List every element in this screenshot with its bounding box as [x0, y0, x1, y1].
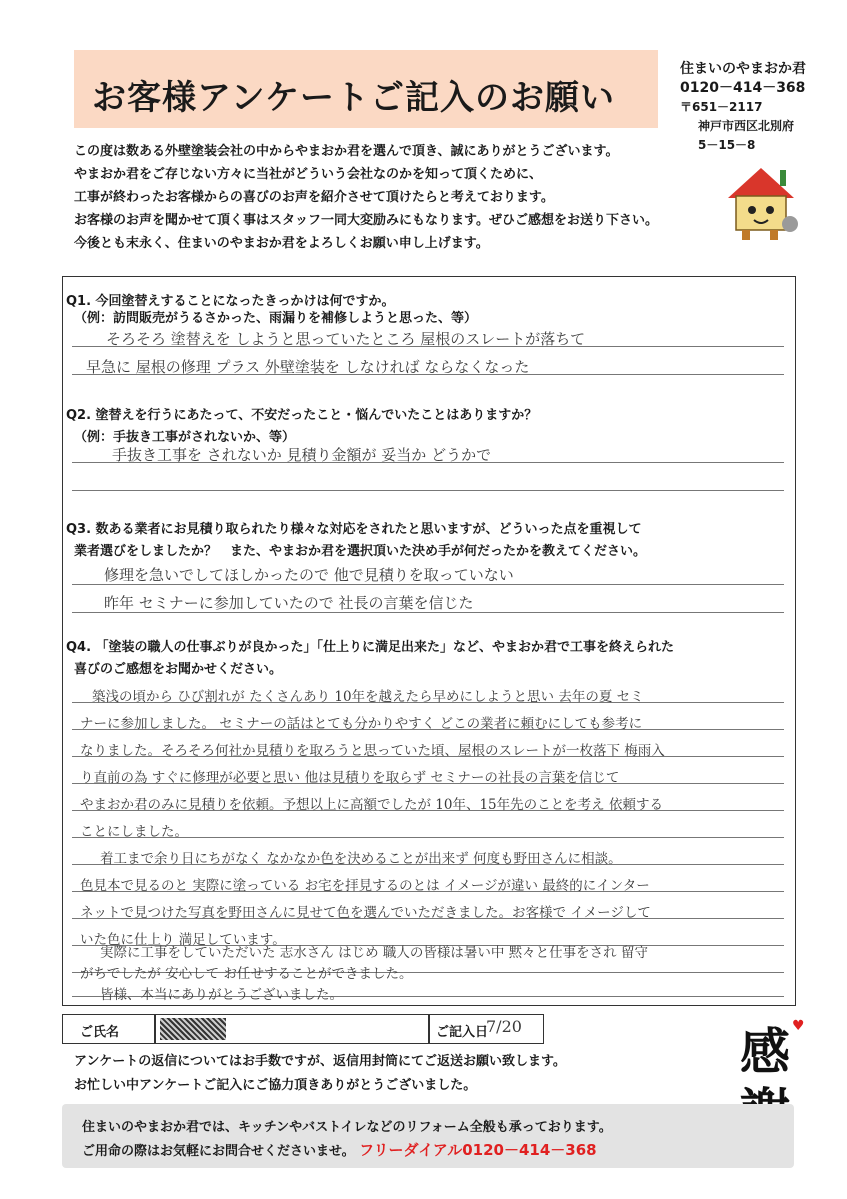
q4-answer-line: がちでしたが 安心して お任せすることができました。 — [80, 966, 413, 982]
q1-example: （例：訪問販売がうるさかった、雨漏りを補修しようと思った、等） — [74, 311, 478, 326]
q4-question-line1: Q4. 「塗装の職人の仕事ぶりが良かった」「仕上りに満足出来た」など、やまおか君で工事を終えられた — [66, 640, 675, 655]
company-address-1: 神戸市西区北別府 — [698, 119, 795, 133]
closing-line: お忙しい中アンケートご記入にご協力頂きありがとうございました。 — [74, 1078, 477, 1093]
footer-line: 住まいのやまおか君では、キッチンやバストイレなどのリフォーム全般も承っております。 — [82, 1120, 612, 1135]
q2-answer-line: 手抜き工事を されないか 見積り金額が 妥当か どうかで — [112, 446, 492, 464]
q2-example: （例：手抜き工事がされないか、等） — [74, 430, 296, 445]
kansha-char-1: 感 — [740, 1022, 790, 1081]
q4-answer-line: 色見本で見るのと 実際に塗っている お宅を拝見するのとは イメージが違い 最終的にインター — [80, 878, 650, 894]
company-postal: 〒651－2117 — [680, 100, 763, 114]
q3-question-line1: Q3. 数ある業者にお見積り取られたり様々な対応をされたと思いますが、どういった点を重視して — [66, 522, 642, 537]
company-address-2: 5－15－8 — [698, 138, 756, 152]
intro-line: やまおか君をご存じない方々に当社がどういう会社なのかを知って頂くために、 — [74, 167, 543, 182]
footer-text — [82, 1116, 612, 1163]
closing-text — [74, 1050, 566, 1098]
q4-answer-line: 築浅の頃から ひび割れが たくさんあり 10年を越えたら早めにしようと思い 去年の夏 セミ — [92, 689, 644, 705]
closing-line: アンケートの返信についてはお手数ですが、返信用封筒にてご返送お願い致します。 — [74, 1054, 566, 1069]
intro-line: 今後とも末永く、住まいのやまおか君をよろしくお願い申し上げます。 — [74, 236, 489, 251]
intro-line: この度は数ある外壁塗装会社の中からやまおか君を選んで頂き、誠にありがとうございます。 — [74, 144, 619, 159]
name-divider — [154, 1014, 156, 1044]
q3-answer-line: 修理を急いでしてほしかったので 他で見積りを取っていない — [104, 566, 514, 584]
footer-line: ご用命の際はお気軽にお問合せくださいませ。 — [82, 1144, 355, 1159]
q4-answer-line: 実際に工事をしていただいた 志水さん はじめ 職人の皆様は暑い中 黙々と仕事をされ 留守 — [100, 945, 648, 961]
company-phone: 0120－414－368 — [680, 80, 806, 96]
q3-question-line2: 業者選びをしましたか？ また、やまおか君を選択頂いた決め手が何だったかを教えてください。 — [74, 544, 647, 559]
heart-icon: ♥ — [792, 1018, 805, 1034]
name-redacted — [160, 1018, 226, 1040]
q4-answer-line: 皆様、本当にありがとうございました。 — [100, 987, 343, 1003]
q2-question: Q2. 塗替えを行うにあたって、不安だったこと・悩んでいたことはありますか？ — [66, 408, 538, 423]
q1-answer-line: そろそろ 塗替えを しようと思っていたところ 屋根のスレートが落ちて — [106, 330, 586, 348]
answer-line — [72, 490, 784, 491]
page-title: お客様アンケートご記入のお願い — [92, 78, 615, 118]
q1-answer-line: 早急に 屋根の修理 プラス 外壁塗装を しなければ ならなくなった — [86, 358, 530, 376]
q4-answer-line: いた色に仕上り 満足しています。 — [80, 932, 286, 948]
intro-line: 工事が終わったお客様からの喜びのお声を紹介させて頂けたらと考えております。 — [74, 190, 554, 205]
q4-answer-line: ナーに参加しました。 セミナーの話はとても分かりやすく どこの業者に頼むにしても参考に — [80, 716, 643, 732]
date-value: 7/20 — [486, 1017, 522, 1036]
q4-question-line2: 喜びのご感想をお聞かせください。 — [74, 662, 283, 677]
company-info — [680, 60, 806, 155]
intro-line: お客様のお声を聞かせて頂く事はスタッフ一同大変励みにもなります。ぜひご感想をお送り下さい。 — [74, 213, 658, 228]
q4-answer-line: なりました。そろそろ何社か見積りを取ろうと思っていた頃、屋根のスレートが一枚落下 梅雨入 — [80, 743, 665, 759]
q4-answer-line: り直前の為 すぐに修理が必要と思い 他は見積りを取らず セミナーの社長の言葉を信じて — [80, 770, 620, 786]
date-divider — [428, 1014, 430, 1044]
name-label: ご氏名 — [80, 1025, 120, 1040]
q4-answer-line: 着工まで余り日にちがなく なかなか色を決めることが出来ず 何度も野田さんに相談。 — [100, 851, 622, 867]
date-label: ご記入日 — [436, 1025, 489, 1040]
freedial-number: フリーダイアル0120－414－368 — [359, 1141, 597, 1159]
q4-answer-line: ことにしました。 — [80, 824, 188, 840]
q4-answer-line: やまおか君のみに見積りを依頼。予想以上に高額でしたが 10年、15年先のことを考え 依頼する — [80, 797, 663, 813]
intro-text — [74, 140, 658, 255]
q4-answer-line: ネットで見つけた写真を野田さんに見せて色を選んでいただきました。お客様で イメージして — [80, 905, 651, 921]
q1-question: Q1. 今回塗替えすることになったきっかけは何ですか。 — [66, 294, 395, 309]
mascot-house-icon — [718, 160, 804, 246]
company-name: 住まいのやまおか君 — [680, 61, 806, 77]
q3-answer-line: 昨年 セミナーに参加していたので 社長の言葉を信じた — [104, 594, 474, 612]
